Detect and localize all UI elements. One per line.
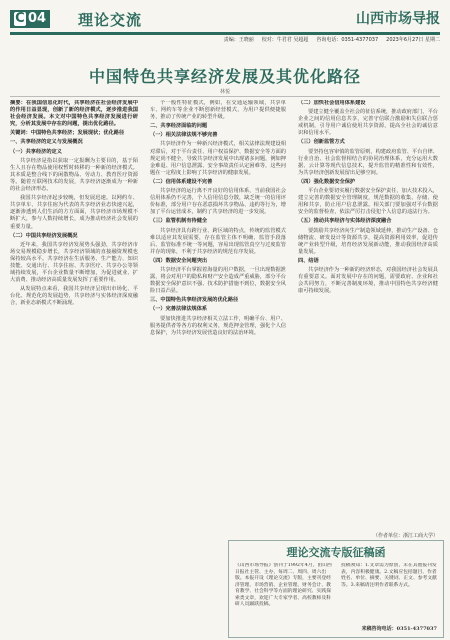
- meta-phone: 咨询电话：0351-4377037: [316, 37, 379, 43]
- paragraph: 要坚持包容审慎的监管原则，构建政府监管、平台自律、行业自治、社会监督相结合的协同治理体系，充分运用大数据、云计算等现代信息技术，提升监管的精准性和有效性，为共享经济创新发展留出足够空间。: [298, 148, 438, 176]
- paragraph: 共享经济平台掌握着海量的用户数据，一旦出现数据泄露，将会对用户的隐私和财产安全造成严重威胁，部分平台数据安全保护意识不强、技术防护措施不到位，数据安全风险日益凸显。: [150, 266, 286, 295]
- subheading: （二）加快社会信用体系建设: [298, 100, 366, 106]
- article-column-3: [298, 100, 438, 530]
- subheading: （四）强化数据安全保护: [298, 178, 356, 185]
- subheading: 关键词：中国特色共享经济；发展现状；优化路径: [10, 130, 125, 137]
- meta-proofreader: 校对：牛君君 吴超超: [261, 37, 309, 43]
- call-for-papers-contact: 来稿咨询电话：0351-4377037: [361, 626, 437, 632]
- call-for-papers-box: [228, 540, 444, 638]
- call-for-papers-title: 理论交流专版征稿函: [286, 546, 386, 559]
- paragraph: 共享经济作为一种新兴经济模式，相关法律法规建设相对滞后，对于平台责任、用户权益保护、数据安全等方面的规定尚不健全，导致共享经济发展中出现诸多问题，例如押金难退、用户信息泄露、安全事故责任认定困难等，这些问题在一定程度上影响了共享经济的健康发展。: [150, 141, 286, 176]
- paragraph: 共享经济具有跨行业、跨区域的特点，传统的监管模式难以适应其发展需要，存在监管主体不明确、监管手段落后、监管标准不统一等问题，容易出现监管真空与过度监管并存的现象，不利于共享经济的规范有序发展。: [150, 227, 286, 255]
- subheading: （二）信用体系建设不完善: [150, 178, 213, 185]
- article-byline: 林悦: [219, 89, 230, 95]
- subheading: （三）创新监管方式: [298, 139, 345, 146]
- paragraph: 近年来，我国共享经济发展势头强劲，共享经济市场交易规模稳步增长，共享经济领域的直接融资规模也保持较高水平。共享经济在生活服务、生产能力、知识技能、交通出行、共享住宿、共享医疗、共享办公等领域持续发展，平台企业数量不断增加，为促进就业、扩大消费、推动经济高质量发展发挥了重要作用。: [10, 241, 138, 284]
- subheading: 摘要：在我国信息化时代，共享经济在社会经济发展中的作用日益显现，创新了新的经济模式，逐步推进我国社会经济发展。本文对中国特色共享经济发展进行研究，分析其发展中存在的问题，提出优化路径。: [10, 100, 138, 128]
- page-number: 04: [27, 11, 47, 26]
- article-headline: 中国特色共享经济发展及其优化路径: [88, 67, 361, 86]
- subheading: 四、结语: [298, 257, 319, 264]
- page-letter: C: [15, 11, 25, 26]
- meta-editor: 责编：王晓丽: [223, 37, 254, 43]
- call-for-papers-text-2: 投稿须知：1.文章需为原创，未在其他报刊发表，内容积极健康。2.文稿应包括题目、作者姓名、单位、摘要、关键词、正文、参考文献等。3.来稿请注明作者联系方式。: [341, 563, 437, 588]
- paragraph: 共享经济作为一种新的经济形态，对我国经济社会发展具有重要意义。面对发展中存在的问题，需要政府、企业和社会共同努力，不断完善制度环境，推动中国特色共享经济健康可持续发展。: [298, 266, 438, 295]
- paragraph: 要鼓励共享经济向生产制造领域延伸，推动生产设备、仓储物流、研发设计等资源共享，提高资源利用效率，促进传统产业转型升级，培育经济发展新动能，推动我国经济高质量发展。: [298, 227, 438, 255]
- paragraph: 个一般性特征模式，例如，在交通运输领域，共享单车、网约车等企业不断创新经营模式，为用户提供便捷服务，推动了传统产业的转型升级。: [150, 100, 286, 121]
- paragraph: 我国共享经济起步较晚，但发展迅速。以网约车、共享单车、共享住宿为代表的共享经济业态快速兴起，逐渐渗透到人们生活的方方面面，共享经济市场规模不断扩大，参与人数持续增长，成为推动经济社会发展的重要力量。: [10, 195, 138, 230]
- call-for-papers-text-1: 《山西市场导报》创刊于1992年4月，由山西日报社主管、主办，每周二、周四、周六出版。本报开设《理论交流》专版，主要刊登经济管理、市场营销、企业管理、财务会计、教育教学、社会科学等方面的理论研究、实践探索类文章，欢迎广大专家学者、高校教师及科研人员踊跃投稿。: [235, 563, 332, 607]
- author-affiliation: （作者单位：浙江工商大学）: [372, 533, 438, 539]
- section-title: 理论交流: [78, 11, 143, 29]
- article-column-1: [10, 100, 138, 640]
- subheading: （一）共享经济的定义: [10, 148, 62, 155]
- paragraph: 要加快推进共享经济相关立法工作，明确平台、用户、服务提供者等各方的权利义务，规范押金管理，强化个人信息保护，为共享经济发展营造良好的法治环境。: [150, 315, 286, 336]
- subheading: 二、共享经济面临的问题: [150, 123, 208, 130]
- paragraph: 共享经济是指以获取一定报酬为主要目的，基于陌生人且存在物品使用权暂时转移的一种新的经济模式。其本质是整合线下的闲散物品、劳动力、教育医疗资源等。随着互联网技术的发展，共享经济逐渐成为一种新的社会经济形态。: [10, 157, 138, 193]
- subheading: 一、共享经济的定义与发展概况: [10, 139, 83, 146]
- masthead-rule: [10, 32, 440, 35]
- subheading: （五）推动共享经济与实体经济深度融合: [298, 218, 392, 225]
- paragraph: 要建立健全覆盖全社会的征信系统，推动政府部门、平台企业之间的信用信息共享，完善守信联合激励和失信联合惩戒机制，引导用户诚信使用共享资源，提高全社会的诚信意识和信用水平。: [298, 109, 438, 137]
- paragraph: 从发展特点来看，我国共享经济呈现出市场化、平台化、规范化的发展趋势，共享经济与实体经济深度融合，新业态新模式不断涌现。: [10, 286, 138, 307]
- subheading: （二）中国共享经济发展概况: [10, 232, 78, 239]
- headline-rule: [10, 96, 440, 97]
- paragraph: 共享经济的运行离不开良好的信用体系，当前我国社会信用体系仍不完善，个人信用信息分散，缺乏统一的信用评价标准，部分用户存在恶意损坏共享物品、违约等行为，增加了平台运营成本，制约了共享经济的进一步发展。: [150, 188, 286, 216]
- subheading: （一）相关法律法规不够完善: [150, 132, 218, 139]
- page-number-badge: [10, 10, 50, 28]
- paragraph: 平台企业要切实履行数据安全保护责任，加大技术投入，建立完善的数据安全管理制度，规范数据的收集、存储、使用和共享，防止用户信息泄露。相关部门要加强对平台数据安全的监督检查，依法严厉打击侵犯个人信息的违法行为。: [298, 188, 438, 216]
- subheading: 三、中国特色共享经济发展的优化路径: [150, 297, 239, 304]
- subheading: （一）完善法律法规体系: [150, 306, 208, 313]
- meta-date: 2023年6月27日 星期二: [386, 37, 440, 43]
- masthead-meta: [170, 36, 440, 43]
- paper-name: 山西市场导报: [356, 11, 440, 27]
- subheading: （四）数据安全问题突出: [150, 257, 208, 264]
- subheading: （三）监管机制有待健全: [150, 218, 208, 225]
